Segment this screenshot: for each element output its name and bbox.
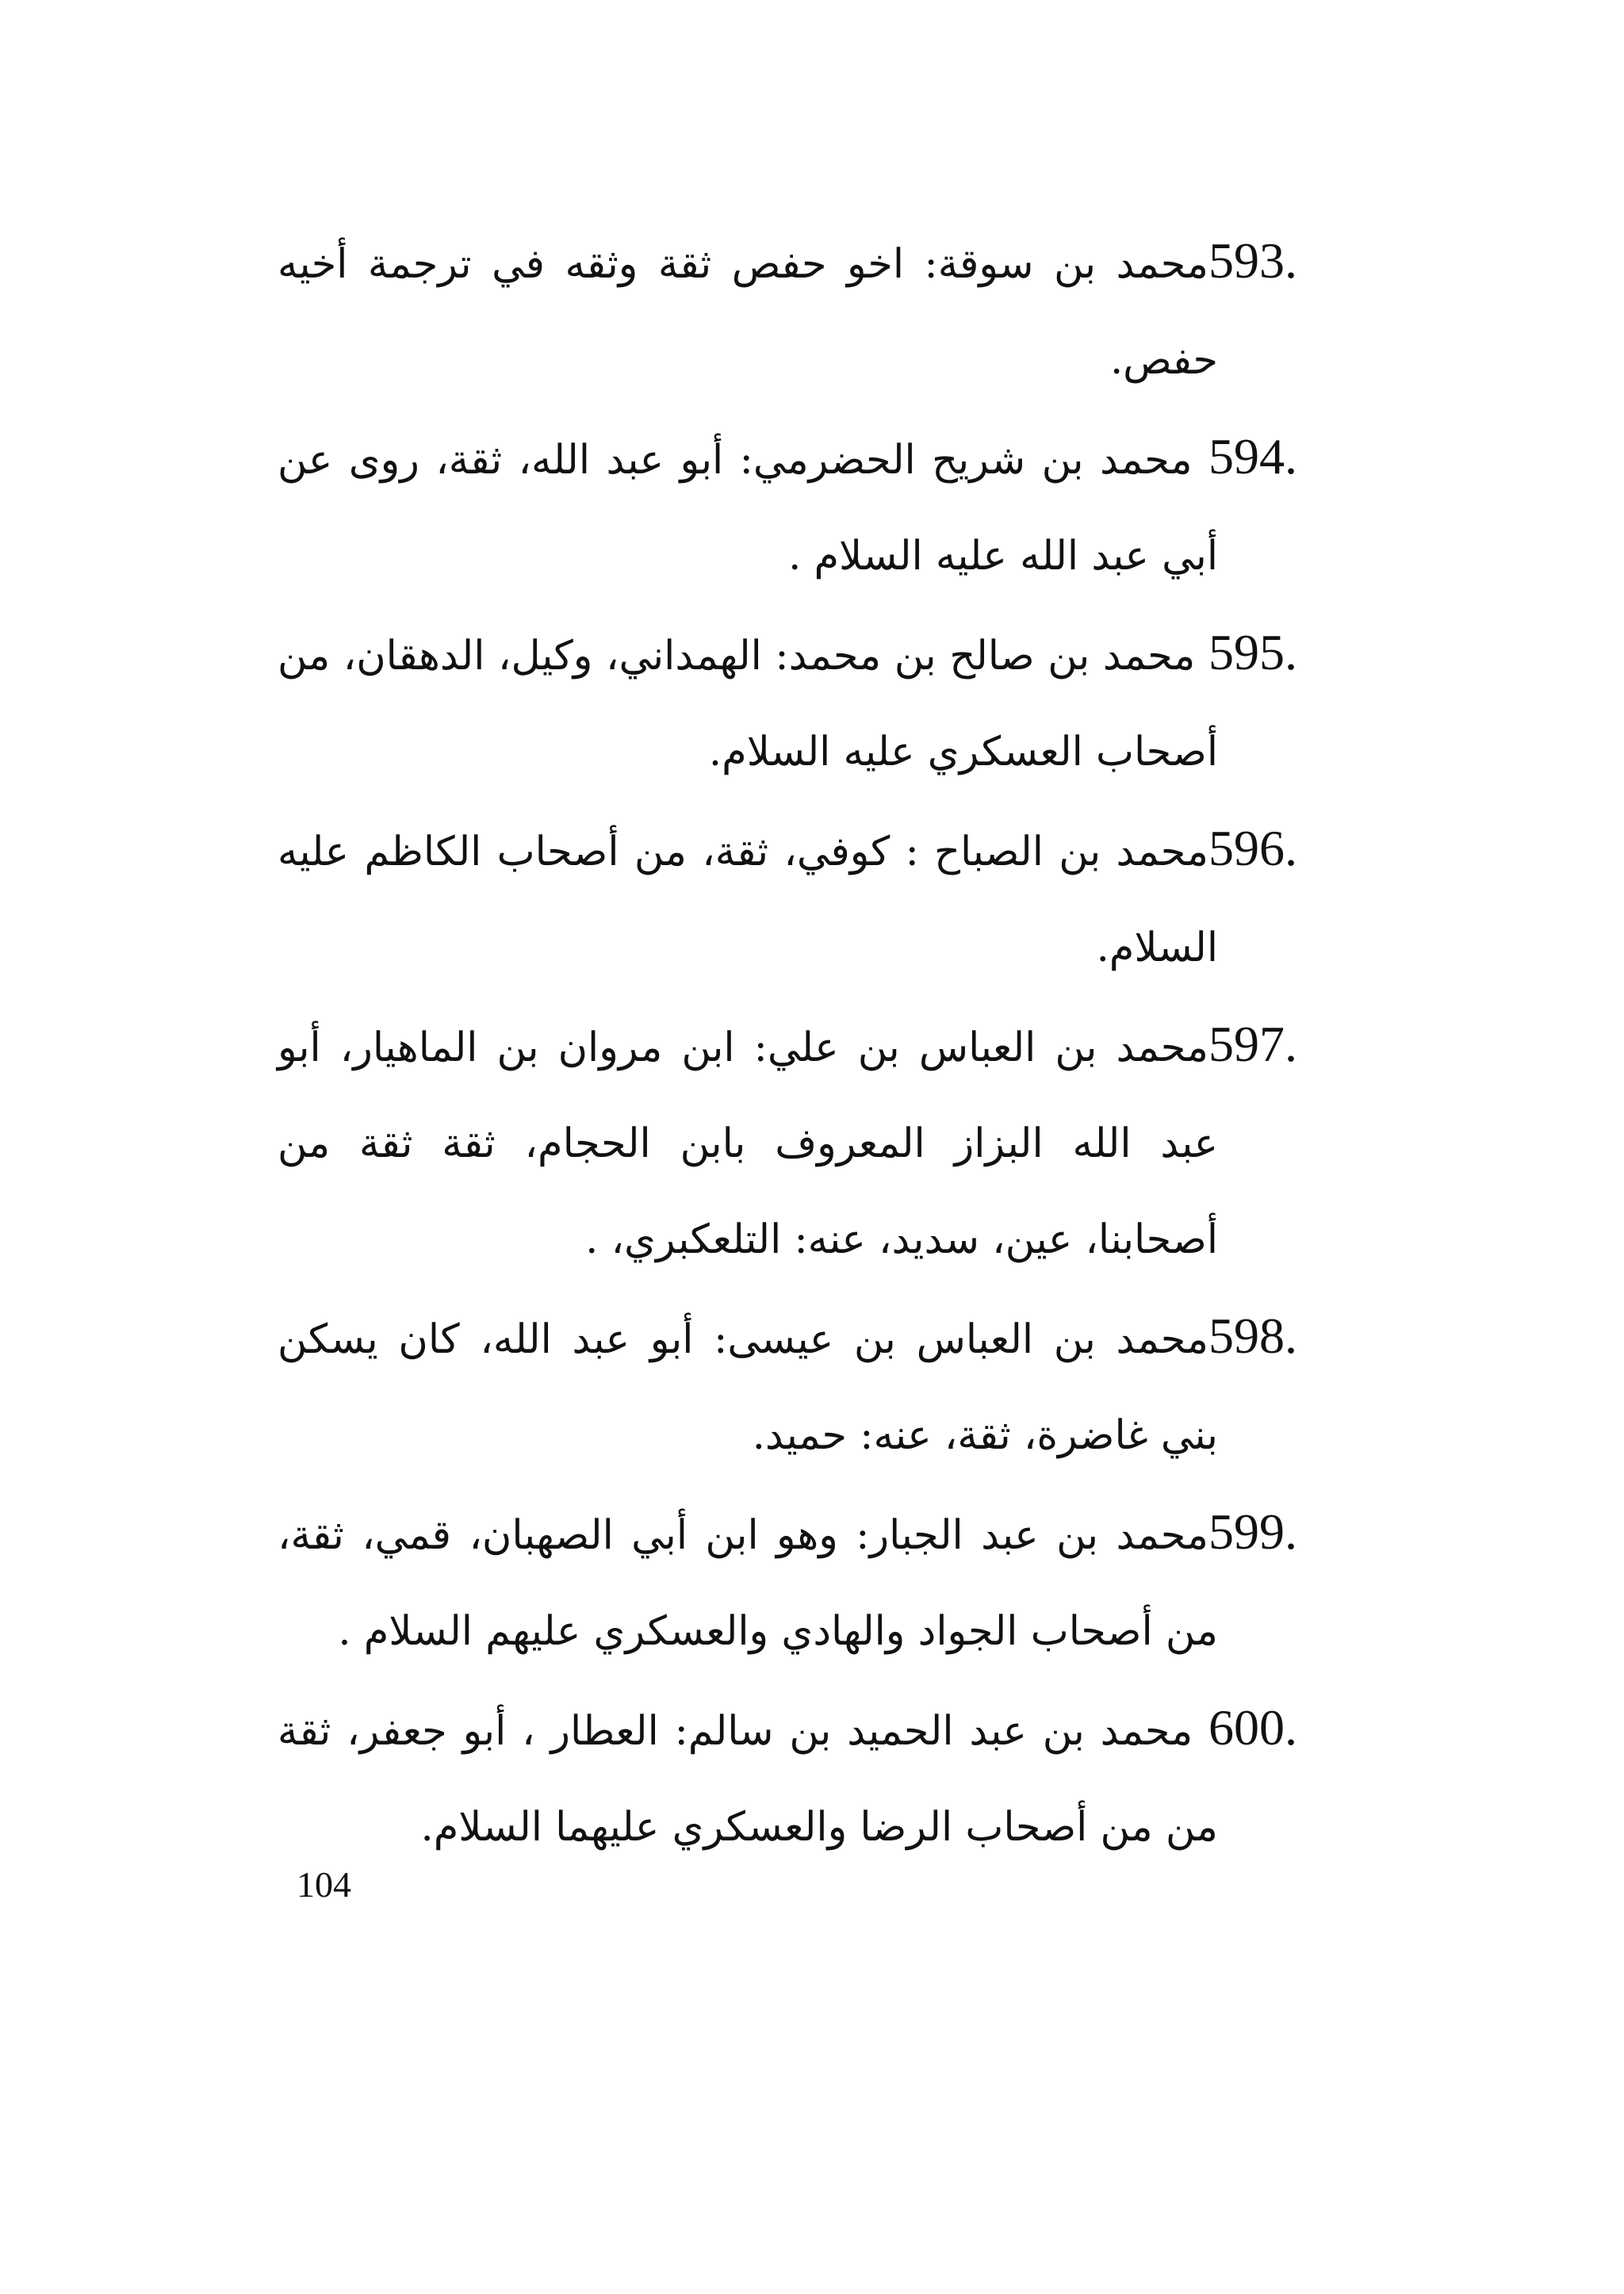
entry-number: 593. [1208,232,1297,289]
entry-number: 598. [1208,1308,1297,1364]
entry-text: محمد بن عبد الجبار: وهو ابن أبي الصهبان، قمي، ثقة، من أصحاب الجواد والهادي والعسكري عليهم السلام . [278,1512,1218,1655]
entry-600 [278,1679,1297,1875]
entry-number: 595. [1208,624,1297,680]
page-number: 104 [297,1864,351,1905]
entry-596 [278,800,1297,996]
entry-595 [278,604,1297,800]
entry-593 [278,213,1297,408]
entry-number: 597. [1208,1016,1297,1072]
entry-number: 596. [1208,820,1297,876]
entry-text: محمد بن شريح الحضرمي: أبو عبد الله، ثقة، روى عن أبي عبد الله عليه السلام . [278,437,1218,580]
entry-list [278,213,1297,1875]
entry-text: محمد بن سوقة: اخو حفص ثقة وثقه في ترجمة أخيه حفص. [278,241,1218,384]
entry-594 [278,408,1297,604]
entry-number: 599. [1208,1503,1297,1560]
entry-597 [278,996,1297,1288]
entry-number: 594. [1208,428,1297,484]
entry-text: محمد بن العباس بن علي: ابن مروان بن الماهيار، أبو عبد الله البزاز المعروف بابن الحجام، ثقة ثقة من أصحابنا، عين، سديد، عنه: التلعكبري، . [278,1024,1218,1263]
entry-598 [278,1288,1297,1484]
entry-number: 600. [1208,1699,1297,1756]
entry-text: محمد بن العباس بن عيسى: أبو عبد الله، كان يسكن بني غاضرة، ثقة، عنه: حميد. [278,1316,1218,1459]
entry-text: محمد بن الصباح : كوفي، ثقة، من أصحاب الكاظم عليه السلام. [278,829,1218,971]
entry-text: محمد بن صالح بن محمد: الهمداني، وكيل، الدهقان، من أصحاب العسكري عليه السلام. [278,633,1218,776]
entry-599 [278,1484,1297,1679]
entry-text: محمد بن عبد الحميد بن سالم: العطار ، أبو جعفر، ثقة من من أصحاب الرضا والعسكري عليهما السلام. [278,1708,1218,1851]
